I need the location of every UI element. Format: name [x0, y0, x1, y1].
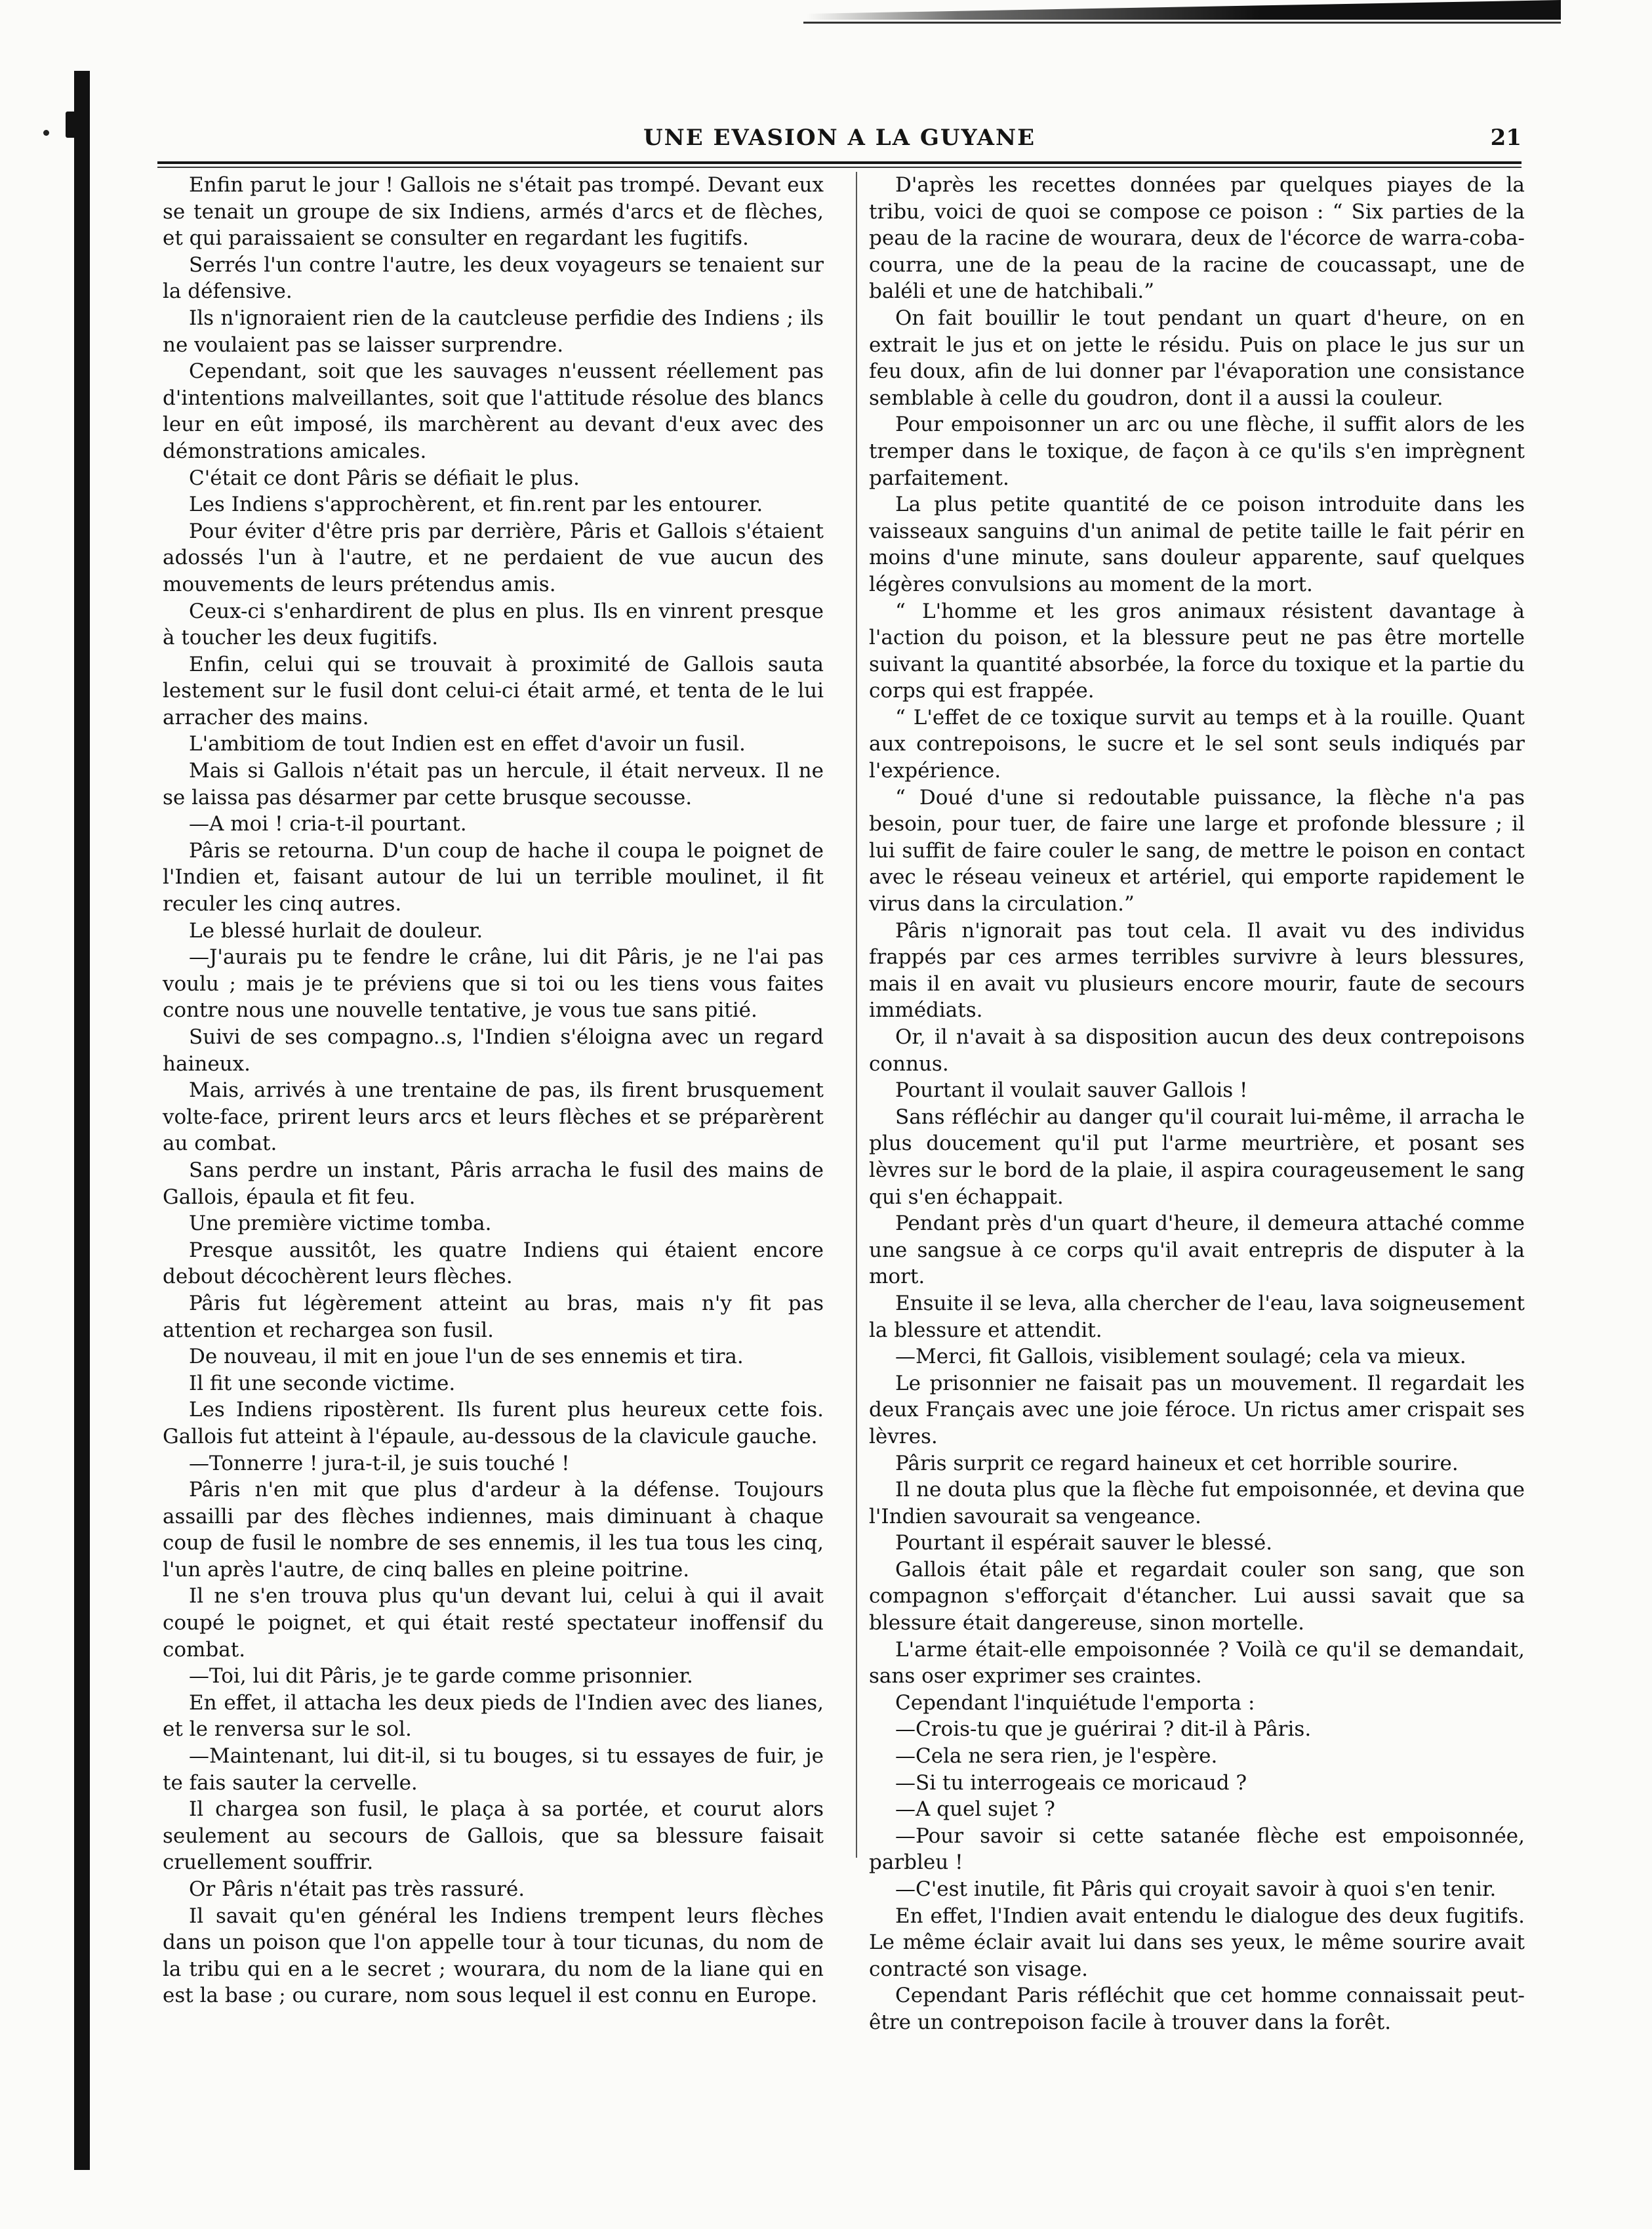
paragraph: L'ambitiom de tout Indien est en effet d'avoir un fusil.: [189, 732, 746, 756]
page-number: 21: [1490, 125, 1521, 151]
paragraph: —Maintenant, lui dit-il, si tu bouges, si tu essayes de fuir, je te fais sauter la cervelle.: [163, 1744, 824, 1795]
paragraph: Il ne douta plus que la flèche fut empoisonnée, et devina que l'Indien savourait sa vengeance.: [869, 1478, 1525, 1528]
paragraph: “ L'homme et les gros animaux résistent davantage à l'action du poison, et la blessure peut ne pas être mortelle suivant la quantité absorbée, la force du toxique et la partie du corps qui est frappée.: [869, 599, 1525, 703]
paragraph: On fait bouillir le tout pendant un quart d'heure, on en extrait le jus et on jette le résidu. Puis on place le jus sur un feu doux, afin de lui donner par l'évaporation une consistance semblable à celle du goudron, dont il a aussi la couleur.: [869, 306, 1525, 410]
paragraph: Il chargea son fusil, le plaça à sa portée, et courut alors seulement au secours de Gallois, que sa blessure faisait cruellement souffrir.: [163, 1797, 824, 1875]
left-column: [163, 172, 824, 2009]
paragraph: Cependant, soit que les sauvages n'eussent réellement pas d'intentions malveillantes, soit que l'attitude résolue des blancs leur en eût imposé, ils marchèrent au devant d'eux avec des démonstrations amicales.: [163, 359, 824, 463]
header-rule-thin: [157, 167, 1521, 168]
paragraph: Pâris surprit ce regard haineux et cet horrible sourire.: [895, 1451, 1459, 1475]
paragraph: Presque aussitôt, les quatre Indiens qui étaient encore debout décochèrent leurs flèches.: [163, 1238, 824, 1289]
paragraph: —Crois-tu que je guérirai ? dit-il à Pâris.: [895, 1717, 1312, 1742]
paragraph: Ensuite il se leva, alla chercher de l'eau, lava soigneusement la blessure et attendit.: [869, 1291, 1525, 1342]
paragraph: Il ne s'en trouva plus qu'un devant lui, celui à qui il avait coupé le poignet, et qui était resté spectateur inoffensif du combat.: [163, 1584, 824, 1662]
paragraph: —J'aurais pu te fendre le crâne, lui dit Pâris, je ne l'ai pas voulu ; mais je te préviens que si toi ou les tiens vous faites contre nous une nouvelle tentative, je vous tue sans pitié.: [163, 945, 824, 1023]
paragraph: Enfin parut le jour ! Gallois ne s'était pas trompé. Devant eux se tenait un groupe de six Indiens, armés d'arcs et de flèches, et qui paraissaient se consulter en regardant les fugitifs.: [163, 173, 824, 251]
paragraph: Sans réfléchir au danger qu'il courait lui-même, il arracha le plus doucement qu'il put l'arme meurtrière, et posant ses lèvres sur le bord de la plaie, il aspira courageusement le sang qui s'en échappait.: [869, 1105, 1525, 1209]
paragraph: Gallois était pâle et regardait couler son sang, que son compagnon s'efforçait d'étancher. Lui aussi savait que sa blessure était dangereuse, sinon mortelle.: [869, 1557, 1525, 1635]
paragraph: Les Indiens ripostèrent. Ils furent plus heureux cette fois. Gallois fut atteint à l'épaule, au-dessous de la clavicule gauche.: [163, 1398, 824, 1448]
paragraph: —C'est inutile, fit Pâris qui croyait savoir à quoi s'en tenir.: [895, 1877, 1497, 1901]
paragraph: L'arme était-elle empoisonnée ? Voilà ce qu'il se demandait, sans oser exprimer ses craintes.: [869, 1637, 1525, 1688]
paragraph: “ Doué d'une si redoutable puissance, la flèche n'a pas besoin, pour tuer, de faire une large et profonde blessure ; il lui suffit de faire couler le sang, de mettre le poison en contact avec le réseau veineux et artériel, qui emporte rapidement le virus dans la circulation.”: [869, 785, 1525, 916]
paragraph: Il savait qu'en général les Indiens trempent leurs flèches dans un poison que l'on appelle tour à tour ticunas, du nom de la tribu qui en a le secret ; wourara, du nom de la liane qui en est la base ; ou curare, nom sous lequel il est connu en Europe.: [163, 1904, 824, 2008]
paragraph: —Tonnerre ! jura-t-il, je suis touché !: [189, 1451, 570, 1475]
right-column: [869, 172, 1525, 2036]
paragraph: Il fit une seconde victime.: [189, 1371, 456, 1395]
paragraph: C'était ce dont Pâris se défiait le plus.: [189, 466, 580, 490]
paragraph: Pâris n'en mit que plus d'ardeur à la défense. Toujours assailli par des flèches indiennes, mais diminuant à chaque coup de fusil le nombre de ses ennemis, il les tua tous les cinq, l'un après l'autre, de cinq balles en pleine poitrine.: [163, 1478, 824, 1582]
paragraph: Les Indiens s'approchèrent, et fin.rent par les entourer.: [189, 493, 763, 517]
paragraph: En effet, l'Indien avait entendu le dialogue des deux fugitifs. Le même éclair avait lui dans ses yeux, le même sourire avait contracté son visage.: [869, 1904, 1525, 1981]
paragraph: Pourtant il voulait sauver Gallois !: [895, 1078, 1248, 1103]
paragraph: De nouveau, il mit en joue l'un de ses ennemis et tira.: [189, 1345, 744, 1369]
paragraph: Cependant Paris réfléchit que cet homme connaissait peut-être un contrepoison facile à trouver dans la forêt.: [869, 1984, 1525, 2034]
paragraph: Enfin, celui qui se trouvait à proximité de Gallois sauta lestement sur le fusil dont celui-ci était armé, et tenta de le lui arracher des mains.: [163, 652, 824, 729]
top-thin-rule: [803, 22, 1561, 24]
paragraph: —Cela ne sera rien, je l'espère.: [895, 1744, 1218, 1769]
binding-edge: [74, 71, 90, 2170]
paragraph: Or Pâris n'était pas très rassuré.: [189, 1877, 525, 1901]
running-title: UNE EVASION A LA GUYANE: [643, 125, 1036, 151]
paragraph: Pâris se retourna. D'un coup de hache il coupa le poignet de l'Indien et, faisant autour de lui un terrible moulinet, il fit reculer les cinq autres.: [163, 838, 824, 916]
paragraph: Pour éviter d'être pris par derrière, Pâris et Gallois s'étaient adossés l'un à l'autre, et ne perdaient de vue aucun des mouvements de leurs prétendus amis.: [163, 519, 824, 596]
paragraph: Ceux-ci s'enhardirent de plus en plus. Ils en vinrent presque à toucher les deux fugitifs.: [163, 599, 824, 650]
margin-dot: [43, 130, 49, 136]
paragraph: Or, il n'avait à sa disposition aucun des deux contrepoisons connus.: [869, 1025, 1525, 1076]
paragraph: Une première victime tomba.: [189, 1212, 492, 1236]
paragraph: D'après les recettes données par quelques piayes de la tribu, voici de quoi se compose ce poison : “ Six parties de la peau de la racine de wourara, deux de l'écorce de warra-coba-courra, une de la peau de la racine de coucassapt, une de baléli et une de hatchibali.”: [869, 173, 1525, 304]
paragraph: Mais, arrivés à une trentaine de pas, ils firent brusquement volte-face, prirent leurs arcs et leurs flèches et se préparèrent au combat.: [163, 1078, 824, 1156]
paragraph: —Merci, fit Gallois, visiblement soulagé; cela va mieux.: [895, 1345, 1466, 1369]
paragraph: —Si tu interrogeais ce moricaud ?: [895, 1770, 1247, 1795]
paragraph: Cependant l'inquiétude l'emporta :: [895, 1690, 1255, 1715]
paragraph: Pourtant il espérait sauver le blessé.: [895, 1531, 1273, 1555]
paragraph: Pâris n'ignorait pas tout cela. Il avait vu des individus frappés par ces armes terribles survivre à leurs blessures, mais il en avait vu plusieurs encore mourir, faute de secours immédiats.: [869, 918, 1525, 1023]
paragraph: —A quel sujet ?: [895, 1797, 1055, 1822]
top-decorative-rule: [807, 0, 1561, 20]
paragraph: “ L'effet de ce toxique survit au temps et à la rouille. Quant aux contrepoisons, le sucre et le sel sont seuls indiqués par l'expérience.: [869, 705, 1525, 783]
paragraph: Ils n'ignoraient rien de la cautcleuse perfidie des Indiens ; ils ne voulaient pas se laisser surprendre.: [163, 306, 824, 357]
paragraph: Serrés l'un contre l'autre, les deux voyageurs se tenaient sur la défensive.: [163, 253, 824, 304]
binding-notch: [66, 112, 76, 138]
header-rule: [157, 161, 1521, 164]
paragraph: —A moi ! cria-t-il pourtant.: [189, 812, 467, 836]
paragraph: Pendant près d'un quart d'heure, il demeura attaché comme une sangsue à ce corps qu'il avait entrepris de disputer à la mort.: [869, 1212, 1525, 1289]
column-divider: [856, 172, 857, 1858]
paragraph: Sans perdre un instant, Pâris arracha le fusil des mains de Gallois, épaula et fit feu.: [163, 1158, 824, 1209]
paragraph: Suivi de ses compagno..s, l'Indien s'éloigna avec un regard haineux.: [163, 1025, 824, 1076]
paragraph: —Pour savoir si cette satanée flèche est empoisonnée, parbleu !: [869, 1824, 1525, 1875]
page-header: [157, 125, 1521, 153]
paragraph: En effet, il attacha les deux pieds de l'Indien avec des lianes, et le renversa sur le sol.: [163, 1690, 824, 1742]
paragraph: Pour empoisonner un arc ou une flèche, il suffit alors de les tremper dans le toxique, de façon à ce qu'ils s'en imprègnent parfaitement.: [869, 413, 1525, 490]
paragraph: Le prisonnier ne faisait pas un mouvement. Il regardait les deux Français avec une joie féroce. Un rictus amer crispait ses lèvres.: [869, 1371, 1525, 1448]
paragraph: Le blessé hurlait de douleur.: [189, 918, 483, 943]
paragraph: —Toi, lui dit Pâris, je te garde comme prisonnier.: [189, 1664, 693, 1688]
paragraph: La plus petite quantité de ce poison introduite dans les vaisseaux sanguins d'un animal de petite taille le fait périr en moins d'une minute, sans douleur apparente, sauf quelques légères convulsions au moment de la mort.: [869, 493, 1525, 596]
paragraph: Mais si Gallois n'était pas un hercule, il était nerveux. Il ne se laissa pas désarmer par cette brusque secousse.: [163, 759, 824, 809]
paragraph: Pâris fut légèrement atteint au bras, mais n'y fit pas attention et rechargea son fusil.: [163, 1291, 824, 1342]
